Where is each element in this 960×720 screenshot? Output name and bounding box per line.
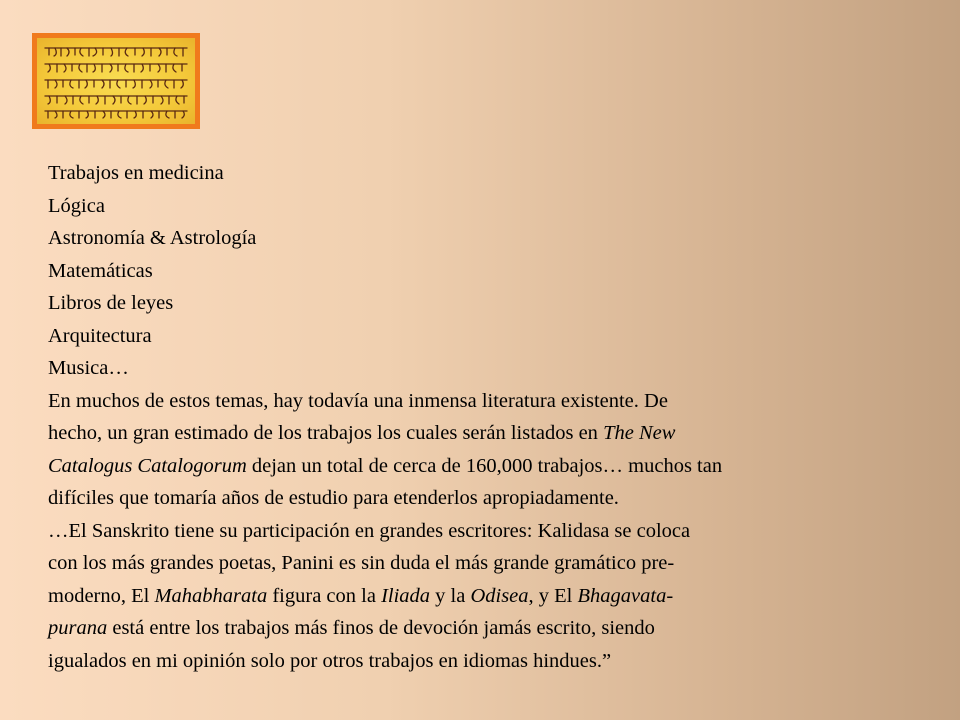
- list-item-musica: Musica…: [48, 357, 129, 379]
- text-segment: y la: [430, 584, 471, 607]
- italic-title: Bhagavata-: [577, 584, 674, 607]
- text-segment: está entre los trabajos más finos de devoción jamás escrito, siendo: [107, 617, 655, 639]
- italic-title: Odisea: [470, 584, 529, 607]
- text-segment: dejan un total de cerca de 160,000 trabajos… muchos tan: [246, 454, 723, 477]
- paragraph-line: [48, 482, 938, 515]
- manuscript-page: [37, 38, 195, 124]
- text-segment: igualados en mi opinión solo por otros trabajos en idiomas hindues.”: [48, 649, 612, 672]
- sanskrit-manuscript-icon: [37, 38, 195, 124]
- list-item-medicina: Trabajos en medicina: [48, 162, 224, 184]
- text-segment: difíciles que tomaría años de estudio para etenderlos apropiadamente.: [48, 487, 619, 509]
- italic-title: The New: [603, 422, 676, 444]
- italic-title: Catalogus Catalogorum: [48, 454, 247, 477]
- paragraph-line: [48, 450, 938, 483]
- paragraph: [48, 385, 938, 678]
- text-segment: hecho, un gran estimado de los trabajos los cuales serán listados en: [48, 422, 604, 444]
- paragraph-line: [48, 547, 938, 580]
- list-item-logica: Lógica: [48, 194, 105, 217]
- text-segment: moderno, El: [48, 584, 155, 607]
- paragraph-line: [48, 515, 938, 548]
- text-segment: figura con la: [267, 584, 382, 607]
- text-segment: En muchos de estos temas, hay todavía una inmensa literatura existente. De: [48, 389, 668, 412]
- italic-title: purana: [48, 617, 108, 639]
- list-item-astronomia: Astronomía & Astrología: [48, 227, 257, 249]
- italic-title: Iliada: [381, 584, 431, 607]
- paragraph-line: [48, 645, 938, 678]
- text-segment: , y El: [528, 584, 578, 607]
- list-item-arquitectura: Arquitectura: [48, 324, 152, 347]
- paragraph-line: [48, 417, 938, 450]
- italic-title: Mahabharata: [154, 584, 268, 607]
- text-segment: con los más grandes poetas, Panini es sin duda el más grande gramático pre-: [48, 552, 675, 574]
- paragraph-line: [48, 385, 938, 418]
- paragraph-line: [48, 612, 938, 645]
- list-item-matematicas: Matemáticas: [48, 259, 153, 282]
- body-text: [48, 157, 938, 677]
- manuscript-image: [32, 33, 200, 129]
- paragraph-line: [48, 580, 938, 613]
- text-segment: …El Sanskrito tiene su participación en grandes escritores: Kalidasa se coloca: [48, 519, 691, 542]
- list-item-leyes: Libros de leyes: [48, 292, 174, 314]
